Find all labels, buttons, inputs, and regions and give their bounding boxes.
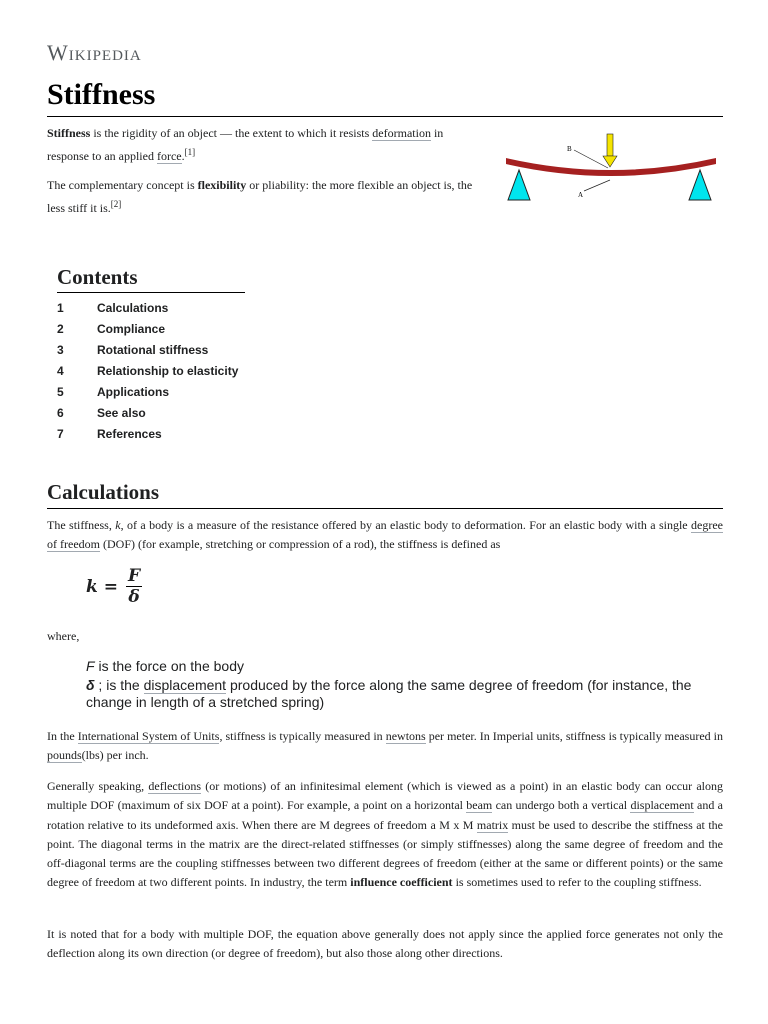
calc-paragraph-1: [47, 516, 723, 555]
link-matrix[interactable]: matrix: [476, 817, 509, 832]
toc-item[interactable]: [57, 298, 247, 319]
beam-diagram: [500, 130, 722, 204]
toc-label[interactable]: Relationship to elasticity: [97, 364, 239, 378]
left-support: [508, 170, 530, 200]
text: , of a body is a measure of the resistance offered by an elastic body to deformation. For an elastic body with a single: [120, 518, 692, 532]
toc-number: 1: [57, 301, 64, 315]
var-f: F: [86, 658, 95, 674]
text: can undergo both a vertical: [492, 798, 631, 813]
text: or pliability: the more flexible an object is, the less stiff it is.: [47, 178, 473, 215]
text: .: [181, 149, 185, 163]
toc-item[interactable]: [57, 319, 247, 340]
link-beam[interactable]: beam: [466, 798, 493, 813]
wikipedia-wordmark[interactable]: Wikipedia: [47, 40, 142, 65]
text: and a rotation relative to its undeformed axis. When there are M degrees of freedom a M x M: [47, 798, 723, 832]
toc-label[interactable]: Rotational stiffness: [97, 343, 209, 357]
link-displacement-2[interactable]: displacement: [630, 798, 694, 813]
definition-delta: [86, 677, 706, 711]
toc-label[interactable]: Compliance: [97, 322, 166, 336]
link-si-units[interactable]: International System of Units: [77, 729, 220, 743]
toc-title: Contents: [57, 265, 245, 293]
formula-denominator: δ: [128, 587, 140, 607]
text: (or motions) of an infinitesimal element (which is viewed as a point) in an elastic body can occur along multiple DOF (maximum of six DOF at a point). For example, a point on a horizontal: [47, 779, 724, 813]
text: ; is the: [94, 677, 144, 693]
toc-item[interactable]: [57, 382, 247, 403]
text: The stiffness,: [47, 518, 116, 532]
toc-number: 4: [57, 364, 64, 378]
toc-number: 5: [57, 385, 64, 399]
definition-list: [86, 658, 706, 713]
calc-paragraph-3: [47, 777, 723, 893]
calc-paragraph-2: [47, 727, 723, 766]
toc-number: 6: [57, 406, 64, 420]
bold-term: flexibility: [197, 178, 247, 192]
formula-lhs: k =: [86, 576, 118, 597]
label-b: B: [567, 145, 572, 153]
text: per meter. In Imperial units, stiffness is typically measured in: [425, 729, 724, 743]
text: The complementary concept is: [47, 178, 198, 192]
link-newtons[interactable]: newtons: [385, 729, 426, 743]
link-pounds[interactable]: pounds: [47, 748, 82, 763]
toc-item[interactable]: [57, 361, 247, 382]
intro-paragraph-1: [47, 124, 477, 166]
link-deflections[interactable]: deflections: [148, 779, 202, 793]
stiffness-formula: [86, 566, 142, 607]
link-deformation[interactable]: deformation: [372, 126, 431, 140]
intro-paragraph-2: [47, 176, 477, 218]
var-k: k: [115, 518, 121, 532]
text: in response to an applied: [47, 126, 444, 163]
text: (DOF) (for example, stretching or compression of a rod), the stiffness is defined as: [99, 537, 501, 552]
intro-section: [47, 124, 477, 228]
page-title: Stiffness: [47, 78, 723, 117]
leader-a: [584, 180, 610, 191]
force-arrow-head: [603, 156, 617, 167]
ref-1[interactable]: [1]: [184, 147, 196, 157]
table-of-contents: [57, 265, 247, 445]
toc-number: 2: [57, 322, 64, 336]
toc-number: 3: [57, 343, 64, 357]
text: (lbs) per inch.: [81, 748, 149, 763]
text: must be used to describe the stiffness at the point. The diagonal terms in the matrix are the direct-related stiffnesses (or simply stiffnesses) along the same degree of freedom and the off-diagonal terms are the coupling stiffnesses between two different degrees of freedom (either at the same or different points) or the same degree of freedom at two different points. In industry, the term: [47, 817, 723, 890]
formula-fraction: [126, 566, 142, 607]
calc-paragraph-4: It is noted that for a body with multiple DOF, the equation above generally does not apply since the applied force generates not only the deflection along its own direction (or degree of freedom), but also those along other directions.: [47, 927, 723, 961]
right-support: [689, 170, 711, 200]
toc-label[interactable]: See also: [97, 406, 146, 420]
toc-label[interactable]: Calculations: [97, 301, 169, 315]
formula-numerator: F: [127, 566, 141, 586]
definition-f: [86, 658, 706, 675]
text: is the rigidity of an object — the extent to which it resists: [90, 126, 373, 140]
toc-item[interactable]: [57, 403, 247, 424]
var-delta: δ: [86, 677, 95, 693]
force-arrow-shaft: [607, 134, 613, 156]
text: produced by the force along the same degree of freedom (for instance, the change in length of a stretched spring): [86, 677, 692, 710]
link-force[interactable]: force: [156, 149, 182, 163]
bold-term: Stiffness: [47, 126, 91, 140]
toc-item[interactable]: [57, 424, 247, 445]
leader-b: [574, 150, 608, 168]
text: Generally speaking,: [47, 779, 149, 793]
where-text: where,: [47, 629, 80, 643]
link-degree-of-freedom[interactable]: degree of freedom: [47, 518, 723, 552]
toc-label[interactable]: Applications: [97, 385, 170, 399]
ref-2[interactable]: [2]: [110, 199, 122, 209]
bold-term: influence coefficient: [350, 875, 453, 890]
section-heading-calculations: Calculations: [47, 480, 723, 509]
toc-item[interactable]: [57, 340, 247, 361]
text: is sometimes used to refer to the coupling stiffness.: [452, 875, 702, 890]
text: In the: [47, 729, 78, 743]
toc-number: 7: [57, 427, 64, 441]
text: , stiffness is typically measured in: [219, 729, 386, 743]
toc-label[interactable]: References: [97, 427, 162, 441]
label-a: A: [578, 191, 584, 199]
link-displacement[interactable]: displacement: [143, 677, 227, 693]
text: is the force on the body: [94, 658, 244, 674]
